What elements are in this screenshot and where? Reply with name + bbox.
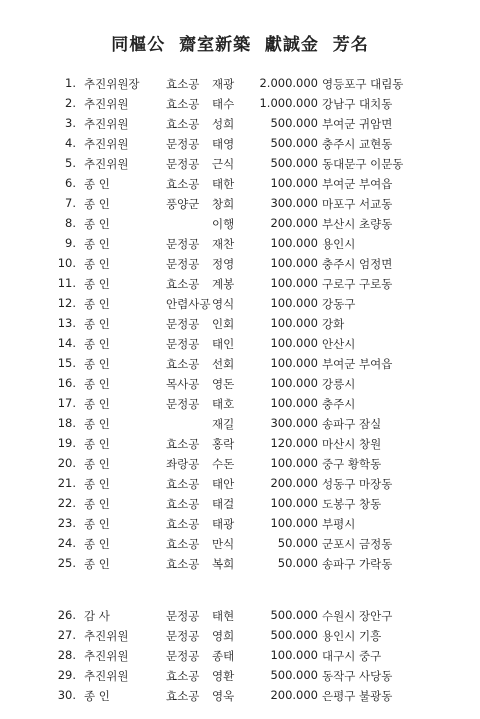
donor-amount: 50.000 bbox=[277, 536, 318, 550]
donor-amount: 100.000 bbox=[270, 356, 318, 370]
donor-role: 종 인 bbox=[84, 457, 110, 471]
donor-row bbox=[0, 294, 480, 314]
donor-role: 종 인 bbox=[84, 397, 110, 411]
donor-location: 동작구 사당동 bbox=[322, 669, 393, 683]
donor-amount: 100.000 bbox=[270, 516, 318, 530]
donor-given-name: 선회 bbox=[212, 357, 235, 371]
donor-given-name: 영환 bbox=[212, 669, 235, 683]
donor-row bbox=[0, 514, 480, 534]
donor-clan: 효소공 bbox=[166, 97, 200, 111]
donor-row bbox=[0, 666, 480, 686]
donor-row bbox=[0, 626, 480, 646]
donor-location: 도봉구 창동 bbox=[322, 497, 382, 511]
donor-row bbox=[0, 554, 480, 574]
donor-clan: 효소공 bbox=[166, 437, 200, 451]
donor-given-name: 태수 bbox=[212, 97, 235, 111]
donor-number: 12. bbox=[57, 296, 76, 310]
donor-row bbox=[0, 214, 480, 234]
donor-amount: 1.000.000 bbox=[259, 96, 318, 110]
donor-role: 종 인 bbox=[84, 377, 110, 391]
donor-row bbox=[0, 334, 480, 354]
page-title: 同樞公 齋室新築 獻誠金 芳名 bbox=[111, 35, 369, 55]
donor-amount: 120.000 bbox=[270, 436, 318, 450]
donor-clan: 문정공 bbox=[166, 337, 200, 351]
donor-role: 감 사 bbox=[84, 609, 110, 623]
donor-row bbox=[0, 454, 480, 474]
donor-location: 마산시 창원 bbox=[322, 437, 382, 451]
donor-number: 4. bbox=[65, 136, 76, 150]
donor-number: 18. bbox=[57, 416, 76, 430]
donor-clan: 효소공 bbox=[166, 537, 200, 551]
donor-location: 강남구 대치동 bbox=[322, 97, 393, 111]
donor-amount: 500.000 bbox=[270, 116, 318, 130]
donor-given-name: 근식 bbox=[212, 157, 235, 171]
donor-given-name: 종태 bbox=[212, 649, 235, 663]
donor-given-name: 수돈 bbox=[212, 457, 235, 471]
donor-location: 은평구 불광동 bbox=[322, 689, 393, 703]
donor-role: 종 인 bbox=[84, 477, 110, 491]
donor-role: 종 인 bbox=[84, 557, 110, 571]
donor-clan: 풍양군 bbox=[166, 197, 200, 211]
donor-role: 추진위원 bbox=[84, 97, 129, 111]
donor-clan: 목사공 bbox=[166, 377, 200, 391]
donor-location: 부산시 초량동 bbox=[322, 217, 393, 231]
donor-location: 군포시 금정동 bbox=[322, 537, 393, 551]
donor-location: 부평시 bbox=[322, 517, 356, 531]
donor-number: 11. bbox=[57, 276, 76, 290]
donor-location: 부여군 부여읍 bbox=[322, 357, 393, 371]
donor-amount: 200.000 bbox=[270, 688, 318, 702]
donor-given-name: 영욱 bbox=[212, 689, 235, 703]
donor-row bbox=[0, 534, 480, 554]
donor-clan: 효소공 bbox=[166, 357, 200, 371]
donor-role: 추진위원장 bbox=[84, 77, 140, 91]
donor-role: 종 인 bbox=[84, 277, 110, 291]
donor-number: 7. bbox=[65, 196, 76, 210]
donor-role: 추진위원 bbox=[84, 649, 129, 663]
donor-number: 20. bbox=[57, 456, 76, 470]
donor-given-name: 이행 bbox=[212, 217, 235, 231]
donor-clan: 안렴사공 bbox=[166, 297, 211, 311]
donor-row bbox=[0, 494, 480, 514]
donor-role: 종 인 bbox=[84, 689, 110, 703]
donor-amount: 100.000 bbox=[270, 496, 318, 510]
donor-role: 종 인 bbox=[84, 417, 110, 431]
donor-number: 1. bbox=[65, 76, 76, 90]
donor-amount: 500.000 bbox=[270, 608, 318, 622]
donor-clan: 효소공 bbox=[166, 77, 200, 91]
donor-number: 16. bbox=[57, 376, 76, 390]
donor-given-name: 영식 bbox=[212, 297, 235, 311]
donor-row bbox=[0, 434, 480, 454]
donor-row bbox=[0, 74, 480, 94]
donor-number: 21. bbox=[57, 476, 76, 490]
donor-location: 충주시 엄정면 bbox=[322, 257, 393, 271]
donor-number: 24. bbox=[57, 536, 76, 550]
donor-number: 17. bbox=[57, 396, 76, 410]
donor-amount: 200.000 bbox=[270, 476, 318, 490]
donor-clan: 효소공 bbox=[166, 497, 200, 511]
donor-clan: 문정공 bbox=[166, 609, 200, 623]
donor-given-name: 성희 bbox=[212, 117, 235, 131]
donor-amount: 100.000 bbox=[270, 236, 318, 250]
donor-amount: 100.000 bbox=[270, 256, 318, 270]
donor-number: 25. bbox=[57, 556, 76, 570]
donor-location: 용인시 기흥 bbox=[322, 629, 382, 643]
donor-list-additional bbox=[0, 606, 480, 706]
donor-given-name: 재길 bbox=[212, 417, 235, 431]
donor-amount: 200.000 bbox=[270, 216, 318, 230]
donor-number: 6. bbox=[65, 176, 76, 190]
donor-given-name: 홍락 bbox=[212, 437, 235, 451]
donor-number: 3. bbox=[65, 116, 76, 130]
donor-list-main bbox=[0, 74, 480, 574]
donor-clan: 효소공 bbox=[166, 517, 200, 531]
donor-given-name: 정영 bbox=[212, 257, 235, 271]
donor-given-name: 태광 bbox=[212, 517, 235, 531]
donor-clan: 문정공 bbox=[166, 397, 200, 411]
donor-amount: 100.000 bbox=[270, 176, 318, 190]
donor-clan: 효소공 bbox=[166, 669, 200, 683]
donor-row bbox=[0, 274, 480, 294]
donor-amount: 50.000 bbox=[277, 556, 318, 570]
donor-role: 종 인 bbox=[84, 497, 110, 511]
donor-row bbox=[0, 174, 480, 194]
donor-amount: 500.000 bbox=[270, 668, 318, 682]
donor-location: 충주시 교현동 bbox=[322, 137, 393, 151]
donor-row bbox=[0, 114, 480, 134]
donor-amount: 100.000 bbox=[270, 316, 318, 330]
donor-number: 5. bbox=[65, 156, 76, 170]
donor-role: 종 인 bbox=[84, 517, 110, 531]
donor-clan: 효소공 bbox=[166, 689, 200, 703]
donor-row bbox=[0, 374, 480, 394]
donor-location: 대구시 중구 bbox=[322, 649, 382, 663]
donor-location: 부여군 귀암면 bbox=[322, 117, 393, 131]
donor-row bbox=[0, 646, 480, 666]
donor-row bbox=[0, 474, 480, 494]
donor-row bbox=[0, 606, 480, 626]
donor-clan: 효소공 bbox=[166, 477, 200, 491]
donor-role: 추진위원 bbox=[84, 137, 129, 151]
donor-role: 종 인 bbox=[84, 177, 110, 191]
donor-number: 13. bbox=[57, 316, 76, 330]
donor-clan: 문정공 bbox=[166, 649, 200, 663]
donor-location: 구로구 구로동 bbox=[322, 277, 393, 291]
donor-clan: 문정공 bbox=[166, 157, 200, 171]
donor-given-name: 태걸 bbox=[212, 497, 235, 511]
donor-location: 부여군 부여읍 bbox=[322, 177, 393, 191]
donor-role: 종 인 bbox=[84, 257, 110, 271]
donor-location: 송파구 잠실 bbox=[322, 417, 382, 431]
donor-row bbox=[0, 194, 480, 214]
donor-amount: 100.000 bbox=[270, 376, 318, 390]
donor-location: 중구 황학동 bbox=[322, 457, 382, 471]
donor-role: 종 인 bbox=[84, 237, 110, 251]
donor-clan: 문정공 bbox=[166, 317, 200, 331]
donor-row bbox=[0, 686, 480, 706]
donor-role: 종 인 bbox=[84, 537, 110, 551]
donor-clan: 효소공 bbox=[166, 557, 200, 571]
donor-location: 동대문구 이문동 bbox=[322, 157, 404, 171]
donor-given-name: 태인 bbox=[212, 337, 235, 351]
donor-clan: 효소공 bbox=[166, 177, 200, 191]
donor-location: 송파구 가락동 bbox=[322, 557, 393, 571]
donor-row bbox=[0, 134, 480, 154]
donor-number: 14. bbox=[57, 336, 76, 350]
donor-given-name: 태영 bbox=[212, 137, 235, 151]
donor-amount: 300.000 bbox=[270, 196, 318, 210]
donor-given-name: 재찬 bbox=[212, 237, 235, 251]
donor-clan: 문정공 bbox=[166, 257, 200, 271]
donor-number: 28. bbox=[57, 648, 76, 662]
donor-number: 19. bbox=[57, 436, 76, 450]
donor-row bbox=[0, 94, 480, 114]
donor-amount: 100.000 bbox=[270, 296, 318, 310]
donor-row bbox=[0, 354, 480, 374]
donor-number: 27. bbox=[57, 628, 76, 642]
donor-location: 강화 bbox=[322, 317, 345, 331]
donor-given-name: 창희 bbox=[212, 197, 235, 211]
donor-role: 종 인 bbox=[84, 357, 110, 371]
donor-role: 추진위원 bbox=[84, 669, 129, 683]
donor-given-name: 영돈 bbox=[212, 377, 235, 391]
donor-location: 강릉시 bbox=[322, 377, 356, 391]
donor-role: 추진위원 bbox=[84, 629, 129, 643]
donor-number: 9. bbox=[65, 236, 76, 250]
donor-number: 23. bbox=[57, 516, 76, 530]
donor-clan: 문정공 bbox=[166, 629, 200, 643]
donor-number: 10. bbox=[57, 256, 76, 270]
donor-location: 충주시 bbox=[322, 397, 356, 411]
donor-given-name: 태현 bbox=[212, 609, 235, 623]
donor-clan: 좌랑공 bbox=[166, 457, 200, 471]
donor-location: 용인시 bbox=[322, 237, 356, 251]
donor-clan: 문정공 bbox=[166, 237, 200, 251]
donor-given-name: 태한 bbox=[212, 177, 235, 191]
donor-role: 추진위원 bbox=[84, 157, 129, 171]
donor-row bbox=[0, 314, 480, 334]
donor-row bbox=[0, 234, 480, 254]
donor-location: 안산시 bbox=[322, 337, 356, 351]
donor-role: 종 인 bbox=[84, 317, 110, 331]
donor-given-name: 태호 bbox=[212, 397, 235, 411]
donor-number: 26. bbox=[57, 608, 76, 622]
donor-location: 마포구 서교동 bbox=[322, 197, 393, 211]
donor-clan: 문정공 bbox=[166, 137, 200, 151]
donor-amount: 100.000 bbox=[270, 276, 318, 290]
donor-location: 강동구 bbox=[322, 297, 356, 311]
donor-row bbox=[0, 394, 480, 414]
donor-amount: 500.000 bbox=[270, 136, 318, 150]
donor-location: 성동구 마장동 bbox=[322, 477, 393, 491]
donor-given-name: 영희 bbox=[212, 629, 235, 643]
donor-given-name: 복희 bbox=[212, 557, 235, 571]
donor-row bbox=[0, 254, 480, 274]
donor-clan: 효소공 bbox=[166, 117, 200, 131]
donor-number: 29. bbox=[57, 668, 76, 682]
donor-number: 22. bbox=[57, 496, 76, 510]
donor-amount: 500.000 bbox=[270, 156, 318, 170]
donor-amount: 100.000 bbox=[270, 396, 318, 410]
donor-given-name: 인회 bbox=[212, 317, 235, 331]
donor-role: 종 인 bbox=[84, 217, 110, 231]
donor-role: 추진위원 bbox=[84, 117, 129, 131]
donor-number: 15. bbox=[57, 356, 76, 370]
donor-role: 종 인 bbox=[84, 297, 110, 311]
donor-role: 종 인 bbox=[84, 197, 110, 211]
donor-row bbox=[0, 154, 480, 174]
donor-given-name: 계봉 bbox=[212, 277, 235, 291]
donor-amount: 100.000 bbox=[270, 456, 318, 470]
donor-amount: 100.000 bbox=[270, 336, 318, 350]
donor-amount: 500.000 bbox=[270, 628, 318, 642]
donor-clan: 효소공 bbox=[166, 277, 200, 291]
donor-role: 종 인 bbox=[84, 337, 110, 351]
donor-given-name: 재광 bbox=[212, 77, 235, 91]
donor-amount: 2.000.000 bbox=[259, 76, 318, 90]
donor-row bbox=[0, 414, 480, 434]
donor-amount: 300.000 bbox=[270, 416, 318, 430]
donor-given-name: 태안 bbox=[212, 477, 235, 491]
donor-number: 8. bbox=[65, 216, 76, 230]
donor-location: 수원시 장안구 bbox=[322, 609, 393, 623]
donor-number: 2. bbox=[65, 96, 76, 110]
donor-given-name: 만식 bbox=[212, 537, 235, 551]
donor-location: 영등포구 대림동 bbox=[322, 77, 404, 91]
donor-amount: 100.000 bbox=[270, 648, 318, 662]
donor-role: 종 인 bbox=[84, 437, 110, 451]
donor-number: 30. bbox=[57, 688, 76, 702]
